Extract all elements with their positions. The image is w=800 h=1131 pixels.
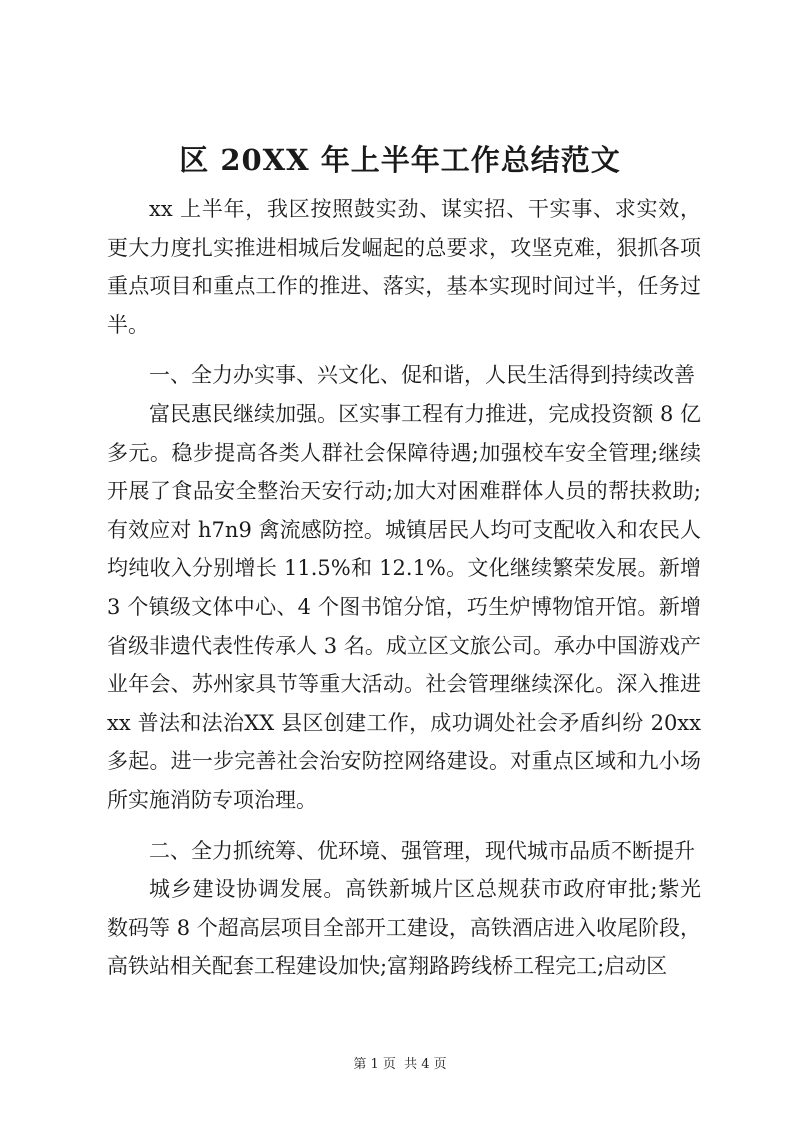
page-footer [0,1056,800,1074]
section-2-heading: 二、全力抓统筹、优环境、强管理，现代城市品质不断提升 [149,838,695,863]
page-number: 第 1 页 [353,1057,396,1072]
document-body [107,190,701,986]
section-2-paragraph: 城乡建设协调发展。高铁新城片区总规获市政府审批;紫光数码等 8 个超高层项目全部开工建设，高铁酒店进入收尾阶段，高铁站相关配套工程建设加快;富翔路跨线桥工程完工;启动区 [107,877,701,979]
document-title: 区 20XX 年上半年工作总结范文 [179,143,621,177]
section-1-heading: 一、全力办实事、兴文化、促和谐，人民生活得到持续改善 [149,363,695,388]
section-1-paragraph: 富民惠民继续加强。区实事工程有力推进，完成投资额 8 亿多元。稳步提高各类人群社会保障待遇;加强校车安全管理;继续开展了食品安全整治天安行动;加大对困难群体人员的帮扶救助;有效应对 h7n9 禽流感防控。城镇居民人均可支配收入和农民人均纯收入分别增长 11.5%和 12.1%。文化继续繁荣发展。新增 3 个镇级文体中心、4 个图书馆分馆，巧生炉博物馆开馆。新增省级非遗代表性传承人 3 名。成立区文旅公司。承办中国游戏产业年会、苏州家具节等重大活动。社会管理继续深化。深入推进 xx 普法和法治XX 县区创建工作，成功调处社会矛盾纠纷 20xx 多起。进一步完善社会治安防控网络建设。对重点区域和九小场所实施消防专项治理。 [107,401,701,812]
intro-paragraph: xx 上半年，我区按照鼓实劲、谋实招、干实事、求实效，更大力度扎实推进相城后发崛起的总要求，攻坚克难，狠抓各项重点项目和重点工作的推进、落实，基本实现时间过半，任务过半。 [107,197,701,337]
page-total: 共 4 页 [404,1057,447,1072]
